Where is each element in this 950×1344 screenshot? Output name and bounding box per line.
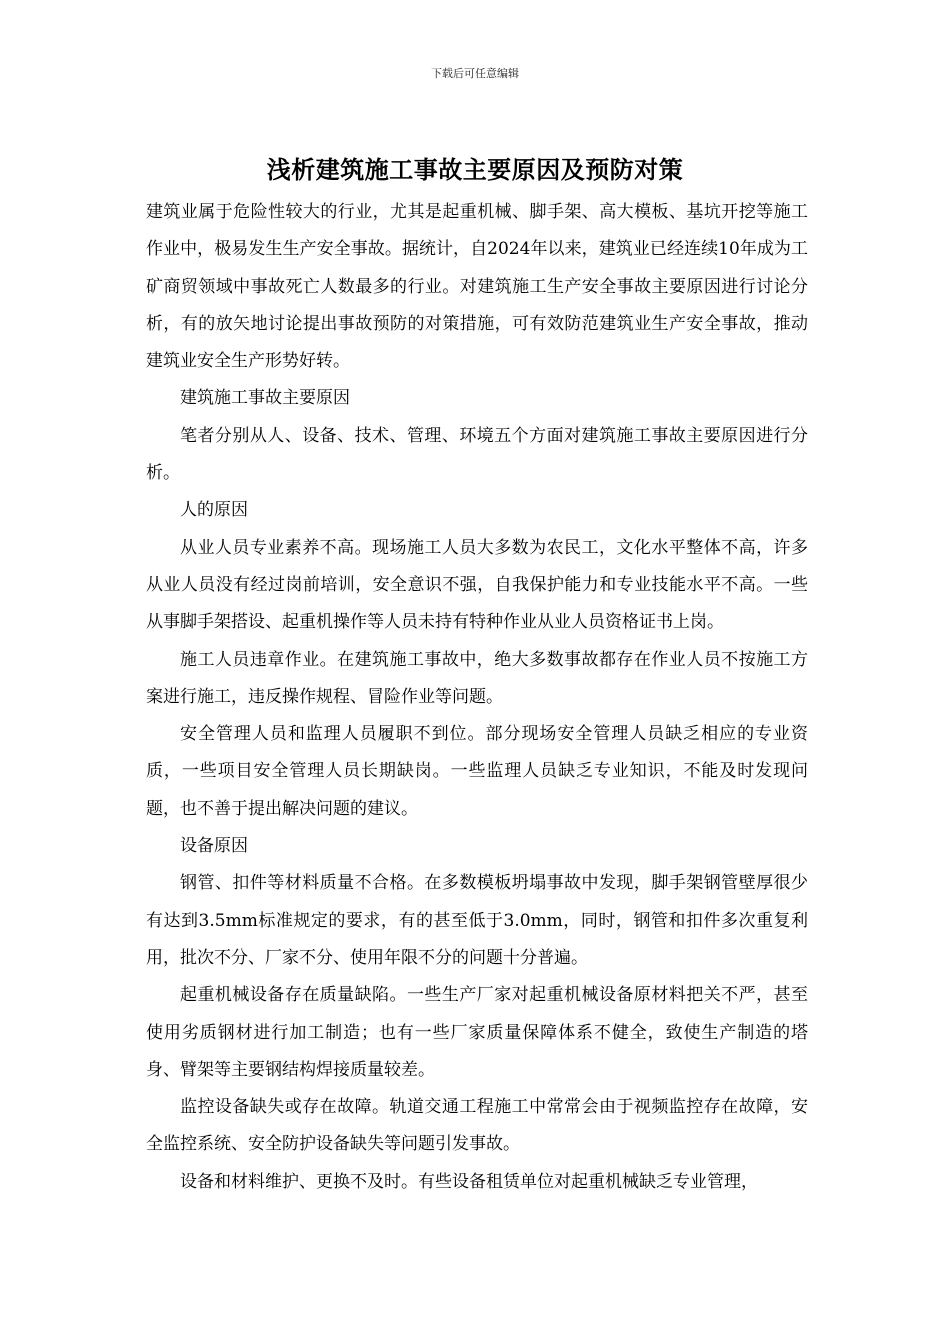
- equipment-paragraph-2: 起重机械设备存在质量缺陷。一些生产厂家对起重机械设备原材料把关不严，甚至使用劣质钢材进行加工制造；也有一些厂家质量保障体系不健全，致使生产制造的塔身、臂架等主要钢结构焊接质量较差。: [146, 985, 808, 1080]
- human-paragraph-3: 安全管理人员和监理人员履职不到位。部分现场安全管理人员缺乏相应的专业资质，一些项目安全管理人员长期缺岗。一些监理人员缺乏专业知识，不能及时发现问题，也不善于提出解决问题的建议。: [146, 724, 808, 819]
- section-heading-human: 人的原因: [180, 500, 248, 521]
- section-paragraph: 笔者分别从人、设备、技术、管理、环境五个方面对建筑施工事故主要原因进行分析。: [146, 425, 808, 484]
- equipment-paragraph-4: 设备和材料维护、更换不及时。有些设备租赁单位对起重机械缺乏专业管理，: [180, 1171, 758, 1192]
- section-heading-equipment: 设备原因: [180, 836, 248, 857]
- section-heading-main-causes: 建筑施工事故主要原因: [180, 388, 350, 409]
- page-title: 浅析建筑施工事故主要原因及预防对策: [266, 155, 684, 184]
- page-header-note: 下载后可任意编辑: [431, 67, 519, 80]
- equipment-paragraph-1: 钢管、扣件等材料质量不合格。在多数模板坍塌事故中发现，脚手架钢管壁厚很少有达到3.5mm标准规定的要求，有的甚至低于3.0mm，同时，钢管和扣件多次重复利用，批次不分、厂家不分、使用年限不分的问题十分普遍。: [146, 873, 808, 968]
- intro-paragraph: 建筑业属于危险性较大的行业，尤其是起重机械、脚手架、高大模板、基坑开挖等施工作业中，极易发生生产安全事故。据统计，自2024年以来，建筑业已经连续10年成为工矿商贸领域中事故死亡人数最多的行业。对建筑施工生产安全事故主要原因进行讨论分析，有的放矢地讨论提出事故预防的对策措施，可有效防范建筑业生产安全事故，推动建筑业安全生产形势好转。: [146, 202, 808, 372]
- human-paragraph-2: 施工人员违章作业。在建筑施工事故中，绝大多数事故都存在作业人员不按施工方案进行施工，违反操作规程、冒险作业等问题。: [146, 649, 808, 707]
- document-body: [146, 194, 808, 1201]
- human-paragraph-1: 从业人员专业素养不高。现场施工人员大多数为农民工，文化水平整体不高，许多从业人员没有经过岗前培训，安全意识不强，自我保护能力和专业技能水平不高。一些从事脚手架搭设、起重机操作等人员未持有特种作业从业人员资格证书上岗。: [146, 537, 808, 633]
- equipment-paragraph-3: 监控设备缺失或存在故障。轨道交通工程施工中常常会由于视频监控存在故障，安全监控系统、安全防护设备缺失等问题引发事故。: [146, 1097, 808, 1155]
